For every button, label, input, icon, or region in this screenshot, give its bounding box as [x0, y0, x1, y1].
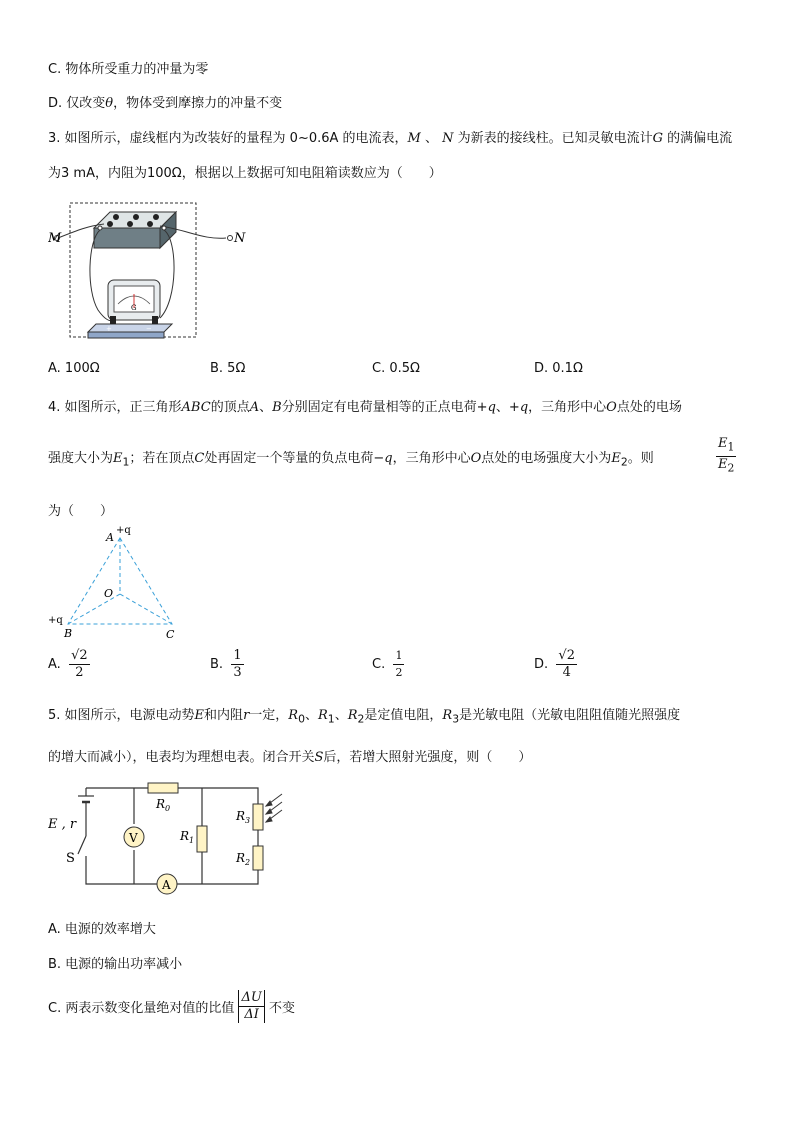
- plus-sign: +: [106, 325, 112, 333]
- var: E: [194, 708, 205, 723]
- q4-option-d: [534, 648, 577, 681]
- var: R: [318, 708, 328, 723]
- q5-option-c: [48, 990, 295, 1023]
- text: ，三角形中心: [392, 451, 471, 466]
- resistor-r1: [197, 826, 207, 852]
- den: 4: [562, 665, 571, 680]
- label: B.: [210, 657, 224, 672]
- text: 和内阻: [204, 708, 244, 723]
- theta: θ: [105, 96, 114, 111]
- var-g: G: [652, 131, 664, 146]
- text: ；若在顶点: [129, 451, 195, 466]
- var: A: [249, 400, 260, 415]
- text: 的增大而减小），电表均为理想电表。闭合开关: [48, 750, 315, 765]
- sub: 1: [327, 712, 335, 726]
- sub: 3: [452, 712, 460, 726]
- num: √2: [71, 648, 88, 663]
- text: 点处的电场: [616, 400, 682, 415]
- sub: 2: [727, 461, 735, 475]
- r: R: [180, 829, 190, 843]
- num: 1: [393, 648, 404, 665]
- var: R: [288, 708, 299, 723]
- text: 是光敏电阻（光敏电阻阻值随光照强度: [459, 708, 681, 723]
- r3-label: [235, 809, 250, 825]
- q3-line1: [48, 127, 732, 146]
- var: E: [718, 456, 728, 472]
- vertex-c-label: C: [166, 628, 175, 641]
- q4-option-a: [48, 648, 90, 681]
- var: r: [243, 708, 250, 723]
- option-d-q2: [48, 92, 282, 111]
- sub: 2: [357, 712, 365, 726]
- var-m: M: [407, 131, 421, 146]
- text: 处再固定一个等量的负点电荷−: [204, 451, 385, 466]
- s: 0: [165, 804, 171, 813]
- switch-label: S: [66, 851, 75, 866]
- var: E: [611, 451, 621, 466]
- label: D.: [534, 657, 549, 672]
- e1-over-e2: [716, 436, 736, 476]
- var: R: [442, 708, 453, 723]
- sub: 1: [727, 440, 735, 454]
- label: A.: [48, 657, 61, 672]
- q4-line1: [48, 396, 682, 415]
- q4-option-b: [210, 648, 244, 681]
- terminal-m-label: M: [48, 231, 62, 246]
- text: 、: [420, 131, 443, 146]
- text: 点处的电场强度大小为: [481, 451, 612, 466]
- var: q: [384, 451, 393, 466]
- q3-option-b: B. 5Ω: [210, 361, 246, 376]
- resistor-r0: [148, 783, 178, 793]
- r0-label: [155, 797, 170, 813]
- text: 一定，: [249, 708, 289, 723]
- text: 是定值电阻，: [364, 708, 443, 723]
- source-label: E , r: [48, 817, 77, 832]
- var: q: [519, 400, 529, 415]
- text: 为新表的接线柱。已知灵敏电流计: [453, 131, 653, 146]
- text: 的满偏电流: [663, 131, 733, 146]
- resistor-r3: [253, 804, 263, 830]
- var: O: [606, 400, 617, 415]
- var: E: [113, 451, 123, 466]
- light-arrows-icon: [266, 794, 282, 822]
- text: 3. 如图所示，虚线框内为改装好的量程为 0~0.6A 的电流表，: [48, 131, 408, 146]
- q5-option-b: B. 电源的输出功率减小: [48, 957, 183, 972]
- resistor-r2: [253, 846, 263, 870]
- text: 、: [259, 400, 273, 415]
- q5-line2: [48, 746, 531, 765]
- den: 3: [233, 665, 242, 680]
- var: ABC: [181, 400, 211, 415]
- var: S: [314, 750, 324, 765]
- charge-a-label: +q: [116, 525, 131, 536]
- text: D. 仅改变: [48, 96, 106, 111]
- option-c-q2: C. 物体所受重力的冲量为零: [48, 62, 209, 77]
- var: O: [470, 451, 482, 466]
- s: 3: [245, 816, 251, 825]
- minus-sign: −: [146, 325, 152, 333]
- var: E: [718, 436, 728, 451]
- den: 2: [75, 665, 84, 680]
- charge-b-label: +q: [48, 615, 63, 626]
- q5-line1: 5. 如图所示，电源电动势E和内阻r一定，$R_0$、$R_1$、$R_2$是定值电阻，$R_3$是光敏电阻（光敏电阻阻值随光照强度: [48, 708, 681, 726]
- var-n: N: [442, 131, 454, 146]
- s: 2: [245, 858, 251, 867]
- q4-line3: 为（ ）: [48, 504, 114, 519]
- q3-figure: [48, 200, 248, 340]
- var: R: [347, 708, 358, 723]
- terminal-n-label: N: [234, 231, 246, 246]
- q4-option-c: [372, 648, 404, 681]
- q4-triangle-figure: [44, 522, 194, 642]
- r: R: [236, 851, 246, 865]
- var: B: [272, 400, 282, 415]
- s: 1: [189, 836, 195, 845]
- label: C.: [372, 657, 386, 672]
- r2-label: [235, 851, 250, 867]
- galvanometer-label: G: [131, 304, 137, 312]
- r: R: [156, 797, 166, 811]
- vertex-a-label: A: [106, 531, 114, 544]
- num: ΔU: [238, 990, 264, 1007]
- text: ，三角形中心: [528, 400, 607, 415]
- text: 的顶点: [210, 400, 250, 415]
- text: 4. 如图所示，正三角形: [48, 400, 182, 415]
- r: R: [236, 809, 246, 823]
- r1-label: [179, 829, 194, 845]
- var: q: [487, 400, 496, 415]
- text: ，物体受到摩擦力的冲量不变: [113, 96, 283, 111]
- vertex-b-label: B: [64, 627, 73, 640]
- q3-option-c: C. 0.5Ω: [372, 361, 420, 376]
- q3-option-a: A. 100Ω: [48, 361, 100, 376]
- num: 1: [233, 648, 242, 663]
- sub: 2: [620, 455, 628, 469]
- q3-option-d: D. 0.1Ω: [534, 361, 583, 376]
- center-o-label: O: [104, 587, 114, 600]
- text: 5. 如图所示，电源电动势: [48, 708, 195, 723]
- text: C. 两表示数变化量绝对值的比值: [48, 1001, 235, 1016]
- text: 后，若增大照射光强度，则（ ）: [323, 750, 532, 765]
- text: 不变: [268, 1001, 295, 1016]
- ammeter-label: A: [162, 878, 171, 892]
- q3-line2: 为3 mA，内阻为100Ω，根据以上数据可知电阻箱读数应为（ ）: [48, 166, 442, 181]
- sub: 1: [122, 455, 130, 469]
- sub: 0: [298, 712, 305, 726]
- q5-circuit-figure: [48, 776, 308, 896]
- text: 分别固定有电荷量相等的正点电荷+: [281, 400, 488, 415]
- den: 2: [395, 666, 403, 679]
- q4-line2: [48, 447, 654, 469]
- text: 。则: [627, 451, 654, 466]
- den: ΔI: [238, 1007, 264, 1023]
- text: 强度大小为: [48, 451, 114, 466]
- text: 、+: [495, 400, 520, 415]
- var: C: [194, 451, 205, 466]
- voltmeter-label: V: [129, 831, 138, 845]
- num: √2: [558, 648, 575, 663]
- q5-option-a: A. 电源的效率增大: [48, 922, 156, 937]
- resistance-box: [94, 228, 160, 248]
